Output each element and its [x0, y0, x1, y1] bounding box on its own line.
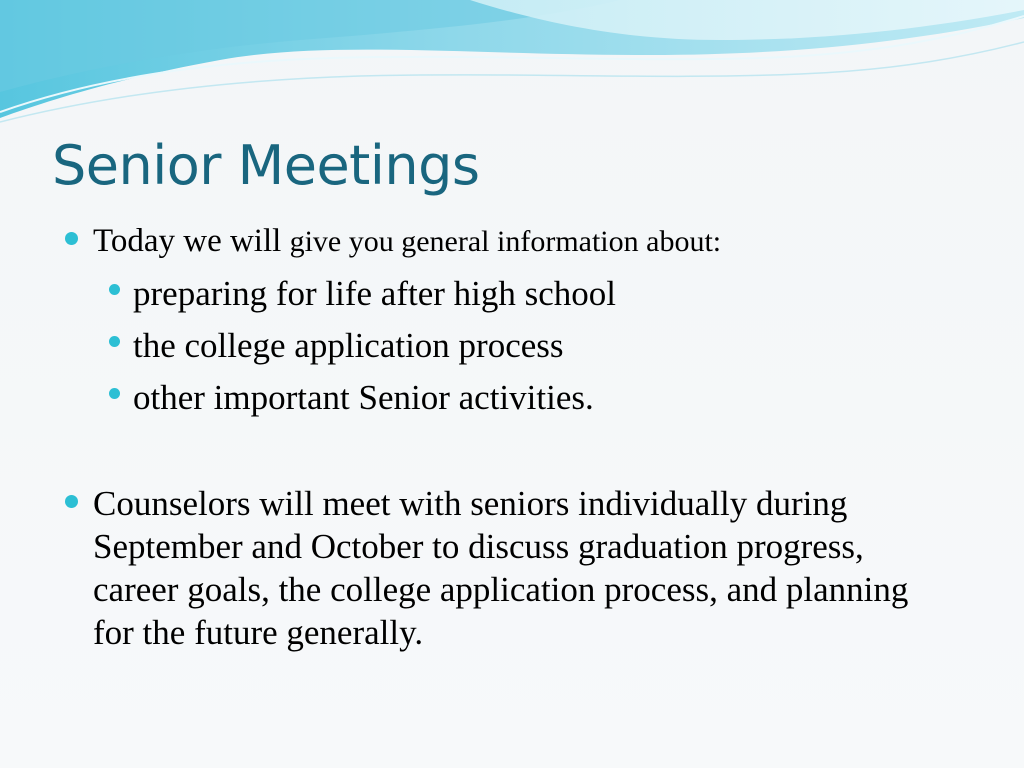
round-bullet-icon: [109, 388, 120, 399]
wave-banner-icon: [0, 0, 1024, 130]
round-bullet-icon: [65, 232, 78, 245]
bullet-text-rest: give you general information about:: [289, 225, 722, 258]
round-bullet-icon: [109, 336, 120, 347]
round-bullet-icon: [65, 495, 78, 508]
sub-bullet-text: preparing for life after high school: [133, 274, 617, 313]
sub-bullet-text: the college application process: [133, 326, 564, 365]
sub-bullet-item-college-application: [133, 322, 564, 370]
bullet-text: Counselors will meet with seniors individually during September and October to discuss graduation progress, career goals, the college application process, and planning for the future generally.: [93, 484, 909, 652]
sub-bullet-item-life-after-high-school: [133, 270, 616, 318]
bullet-item-counselor-meetings: [93, 482, 953, 654]
sub-bullet-item-senior-activities: [133, 374, 594, 422]
bullet-text-lead: Today we will: [93, 223, 290, 259]
round-bullet-icon: [109, 284, 120, 295]
slide-title: Senior Meetings: [52, 134, 480, 197]
bullet-item-overview: [93, 219, 721, 264]
sub-bullet-text: other important Senior activities.: [133, 378, 594, 417]
